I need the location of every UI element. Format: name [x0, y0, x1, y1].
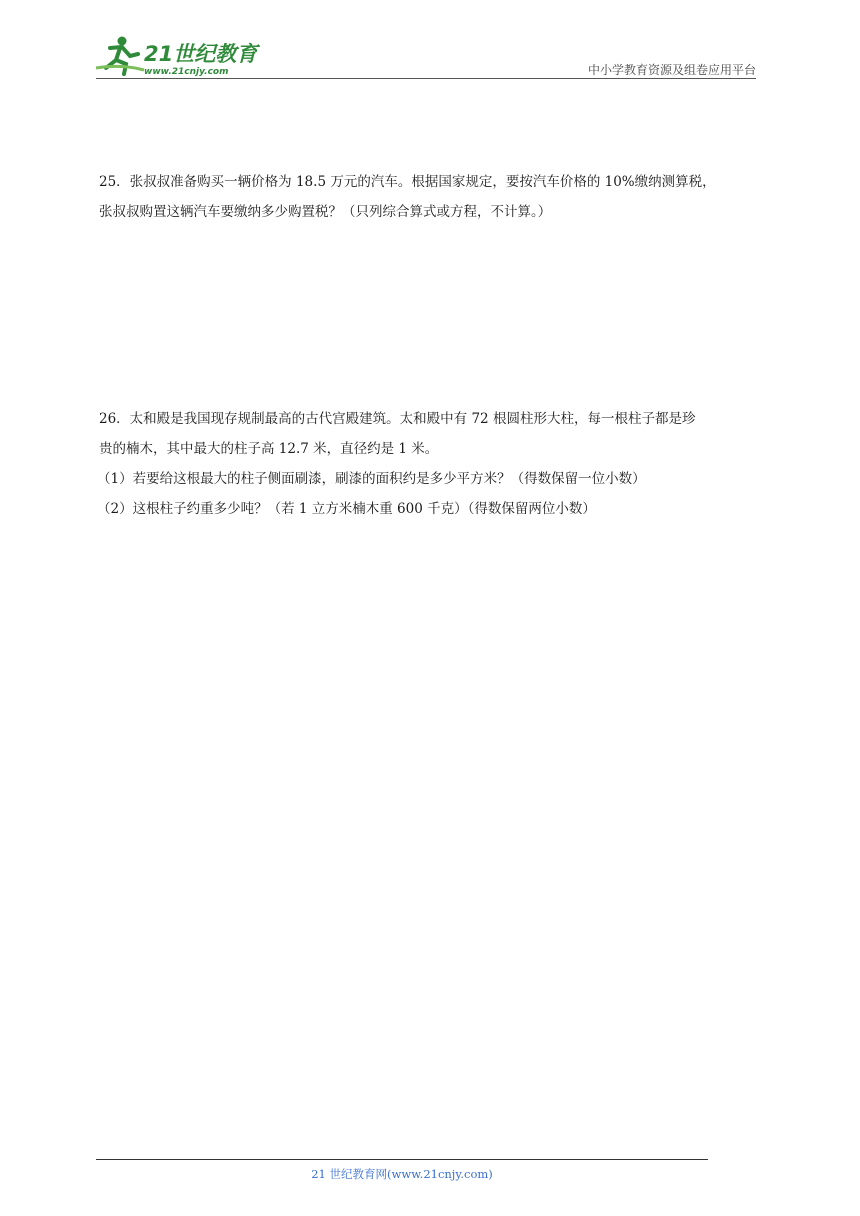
header-divider [96, 78, 756, 79]
footer-link[interactable]: 21 世纪教育网(www.21cnjy.com) [311, 1167, 493, 1181]
question-line: 张叔叔购置这辆汽车要缴纳多少购置税？（只列综合算式或方程，不计算。） [99, 204, 552, 220]
footer-divider [96, 1159, 708, 1160]
runner-icon [96, 37, 144, 75]
question-26 [99, 404, 769, 524]
sub-question-1: （1）若要给这根最大的柱子侧面刷漆，刷漆的面积约是多少平方米？（得数保留一位小数） [97, 471, 646, 487]
question-line: 25．张叔叔准备购买一辆价格为 18.5 万元的汽车。根据国家规定，要按汽车价格的 10%缴纳测算税， [99, 174, 716, 190]
logo-url-text: www.21cnjy.com [144, 67, 229, 77]
site-name: 中小学教育资源及组卷应用平台 [587, 63, 756, 77]
question-25 [99, 167, 769, 227]
question-line: 26．太和殿是我国现存规制最高的古代宫殿建筑。太和殿中有 72 根圆柱形大柱，每一根柱子都是珍 [99, 411, 696, 427]
site-logo [92, 34, 262, 78]
question-line: 贵的楠木，其中最大的柱子高 12.7 米，直径约是 1 米。 [99, 441, 439, 457]
sub-question-2: （2）这根柱子约重多少吨？（若 1 立方米楠木重 600 千克）（得数保留两位小数） [97, 501, 596, 517]
logo-main-text: 21世纪教育 [144, 42, 258, 66]
